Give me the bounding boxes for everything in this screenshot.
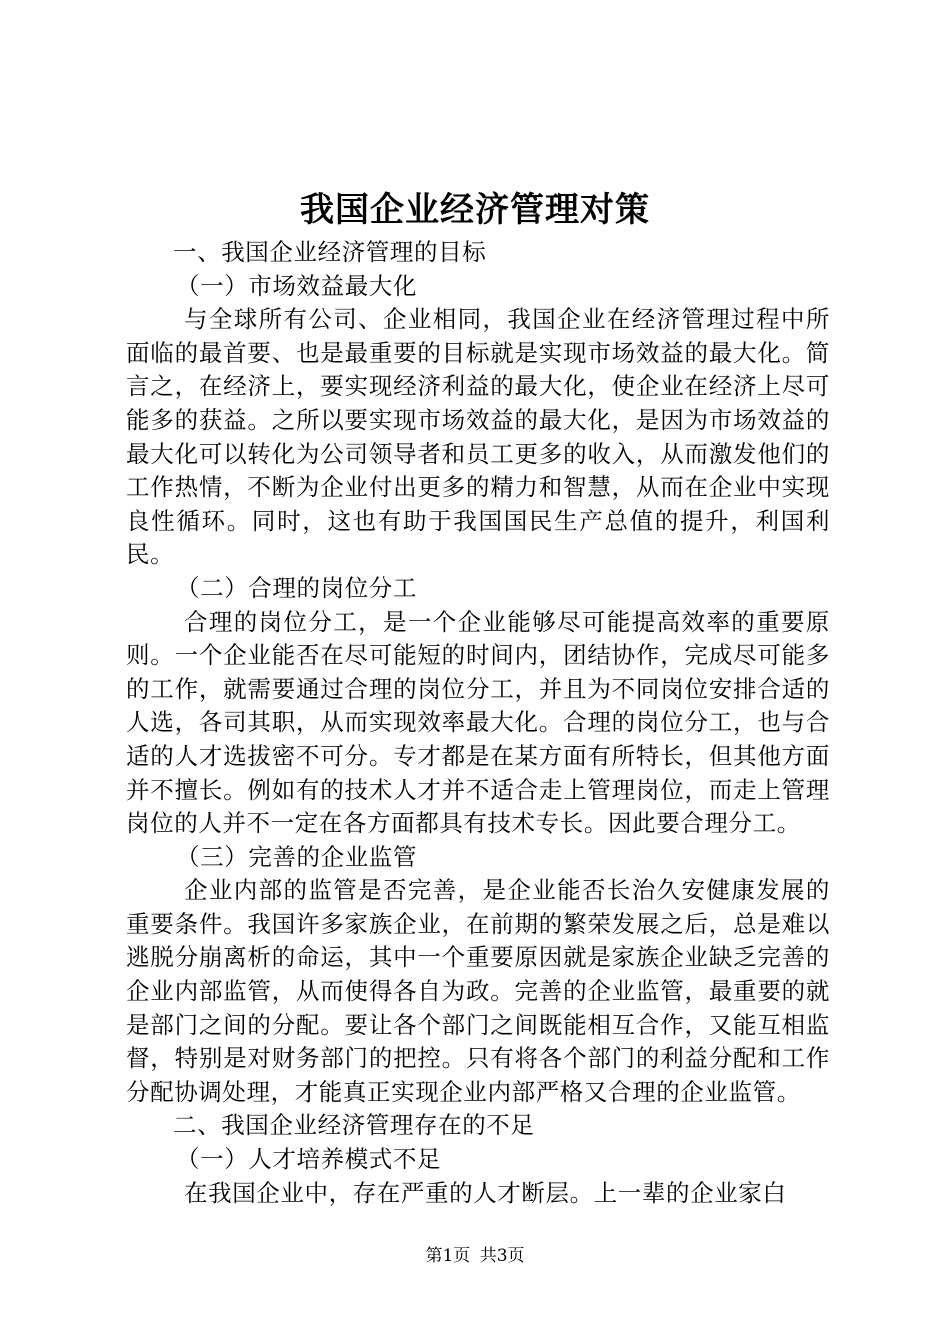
paragraph: 合理的岗位分工，是一个企业能够尽可能提高效率的重要原则。一个企业能否在尽可能短的时间内，团结协作，完成尽可能多的工作，就需要通过合理的岗位分工，并且为不同岗位安排合适的人选，各司其职，从而实现效率最大化。合理的岗位分工，也与合适的人才选拔密不可分。专才都是在某方面有所特长，但其他方面并不擅长。例如有的技术人才并不适合走上管理岗位，而走上管理岗位的人并不一定在各方面都具有技术专长。因此要合理分工。 (126, 607, 830, 838)
subsection-heading: （一）市场效益最大化 (176, 271, 417, 300)
subsection-heading: （二）合理的岗位分工 (176, 573, 417, 602)
subsection-heading: （三）完善的企业监管 (176, 842, 417, 871)
section-heading: 一、我国企业经济管理的目标 (173, 238, 487, 266)
paragraph: 企业内部的监管是否完善，是企业能否长治久安健康发展的重要条件。我国许多家族企业，在前期的繁荣发展之后，总是难以逃脱分崩离析的命运，其中一个重要原因就是家族企业缺乏完善的企业内部监管，从而使得各自为政。完善的企业监管，最重要的就是部门之间的分配。要让各个部门之间既能相互合作，又能互相监督，特别是对财务部门的把控。只有将各个部门的利益分配和工作分配协调处理，才能真正实现企业内部严格又合理的企业监管。 (126, 876, 830, 1106)
paragraph: 在我国企业中，存在严重的人才断层。上一辈的企业家白 (184, 1178, 787, 1207)
page-total: 共3页 (479, 1246, 525, 1266)
document-title: 我国企业经济管理对策 (300, 190, 650, 230)
section-heading: 二、我国企业经济管理存在的不足 (173, 1111, 535, 1140)
page-number: 第1页 (425, 1246, 471, 1266)
page-footer (0, 1244, 950, 1268)
subsection-heading: （一）人才培养模式不足 (176, 1145, 442, 1174)
paragraph: 与全球所有公司、企业相同，我国企业在经济管理过程中所面临的最首要、也是最重要的目标就是实现市场效益的最大化。简言之，在经济上，要实现经济利益的最大化，使企业在经济上尽可能多的获益。之所以要实现市场效益的最大化，是因为市场效益的最大化可以转化为公司领导者和员工更多的收入，从而激发他们的工作热情，不断为企业付出更多的精力和智慧，从而在企业中实现良性循环。同时，这也有助于我国国民生产总值的提升，利国利民。 (126, 305, 830, 569)
document-body (126, 236, 830, 1210)
